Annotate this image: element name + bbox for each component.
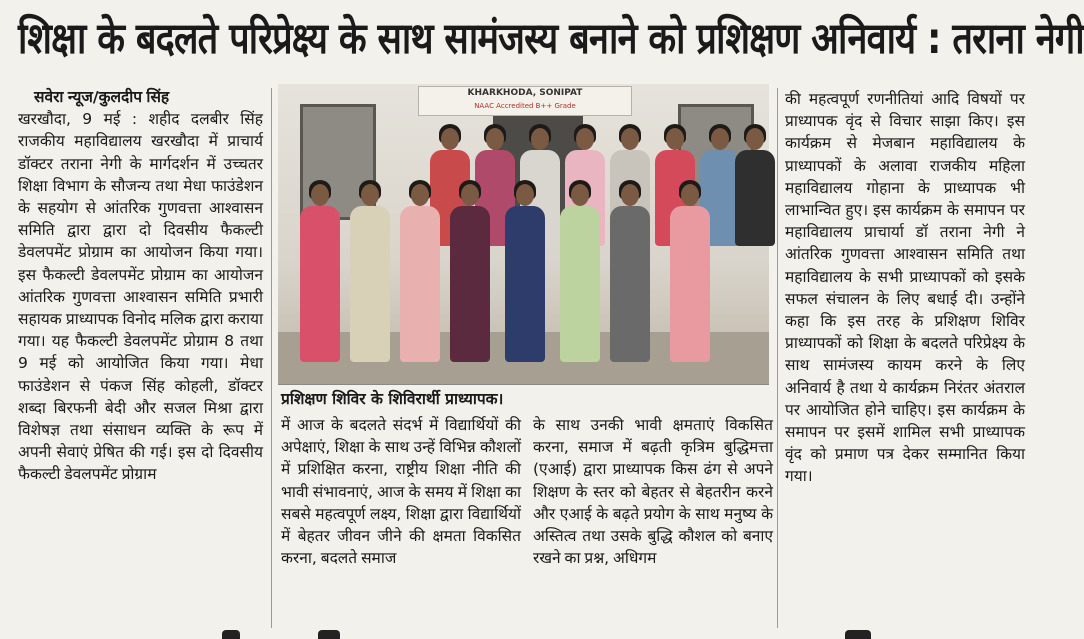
- person-figure: [668, 182, 712, 362]
- article-column-1: [18, 86, 263, 626]
- article-column-4: [785, 88, 1025, 628]
- column-text: की महत्वपूर्ण रणनीतियां आदि विषयों पर प्राध्यापक वृंद से विचार साझा किए। इस कार्यक्रम से मेजबान महाविद्यालय के प्राध्यापकों के अलावा राजकीय महिला महाविद्यालय गोहाना के प्राध्यापक भी लाभान्वित हुए। इस कार्यक्रम के समापन पर महाविद्यालय प्राचार्या डॉ तराना नेगी ने आंतरिक गुणवत्ता आश्वासन समिति तथा महाविद्यालय के सभी प्राध्यापकों को इसके सफल संचालन के लिए बधाई दी। उन्होंने कहा कि इस तरह के प्रशिक्षण शिविर प्राध्यापकों को शिक्षा के बदलते परिप्रेक्ष्य के साथ सामंजस्य कायम करने के लिए अनिवार्य है तथा ये कार्यक्रम निरंतर अंतराल पर आयोजित होने चाहिए। इस कार्यक्रम के समापन पर इसमें शामिल सभी प्राध्यापक वृंद को प्रमाण पत्र देकर सम्मानित किया गया।: [785, 90, 1025, 486]
- person-figure: [298, 182, 342, 362]
- person-figure: [398, 182, 442, 362]
- person-figure: [733, 126, 777, 246]
- column-text: में आज के बदलते संदर्भ में विद्यार्थियों की अपेक्षाएं, शिक्षा के साथ उन्हें विभिन्न कौशलों में प्रशिक्षित करना, राष्ट्रीय शिक्षा नीति की भावी संभावनाएं, आज के समय में शिक्षा का सबसे महत्वपूर्ण लक्ष्य, शिक्षा द्वारा विद्यार्थियों में बेहतर जीवन जीने की क्षमता विकसित करना, बदलते समाज: [281, 416, 521, 568]
- article-column-3: [533, 414, 773, 624]
- column-text: खरखौदा, 9 मई : शहीद दलबीर सिंह राजकीय महाविद्यालय खरखौदा में प्राचार्य डॉक्टर तराना नेगी के मार्गदर्शन में उच्चतर शिक्षा विभाग के सौजन्य तथा मेधा फाउंडेशन के सहयोग से आंतरिक गुणवत्ता आश्वासन समिति द्वारा द्वारा दो दिवसीय फैकल्टी डेवलपमेंट प्रोग्राम का आयोजन किया गया। इस फैकल्टी डेवलपमेंट प्रोग्राम का आयोजन आंतरिक गुणवत्ता आश्वासन समिति प्रभारी सहायक प्राध्यापक विनोद मलिक द्वारा कराया गया। यह फैकल्टी डेवलपमेंट प्रोग्राम 8 तथा 9 मई को आयोजित किया गया। मेधा फाउंडेशन से पंकज सिंह कोहली, डॉक्टर शब्दा बिरफनी बेदी और सजल मिश्रा द्वारा विशेषज्ञ तथा संसाधन व्यक्ति के रूप में अपनी सेवाएं प्रेषित की गई। इस दो दिवसीय फैकल्टी डेवलपमेंट प्रोग्राम: [18, 110, 263, 484]
- column-rule: [271, 88, 272, 628]
- cropped-headline-fragment: [222, 630, 240, 639]
- cropped-headline-fragment: [845, 630, 871, 639]
- person-figure: [448, 182, 492, 362]
- photo-caption: प्रशिक्षण शिविर के शिविरार्थी प्राध्यापक।: [281, 390, 504, 408]
- column-rule: [777, 88, 778, 628]
- college-sign: [418, 86, 632, 116]
- byline: सवेरा न्यूज/कुलदीप सिंह: [34, 88, 170, 106]
- sign-name: KHARKHODA, SONIPAT: [467, 88, 583, 98]
- column-text: के साथ उनकी भावी क्षमताएं विकसित करना, समाज में बढ़ती कृत्रिम बुद्धिमत्ता (एआई) द्वारा प्राध्यापक किस ढंग से अपने शिक्षण के स्तर को बेहतर से बेहतरीन करने और एआई के बढ़ते प्रयोग के साथ मनुष्य के अस्तित्व तथा उसके बुद्धि कौशल को बनाए रखने का प्रश्न, अधिगम: [533, 416, 773, 568]
- person-figure: [503, 182, 547, 362]
- headline: शिक्षा के बदलते परिप्रेक्ष्य के साथ सामंजस्य बनाने को प्रशिक्षण अनिवार्य : तराना नेगी: [18, 14, 1084, 64]
- person-figure: [348, 182, 392, 362]
- person-figure: [558, 182, 602, 362]
- article-column-2: [281, 414, 521, 624]
- sign-accreditation: NAAC Accredited B++ Grade: [474, 102, 576, 110]
- person-figure: [608, 182, 652, 362]
- cropped-headline-fragment: [318, 630, 340, 639]
- group-photo: [278, 84, 769, 385]
